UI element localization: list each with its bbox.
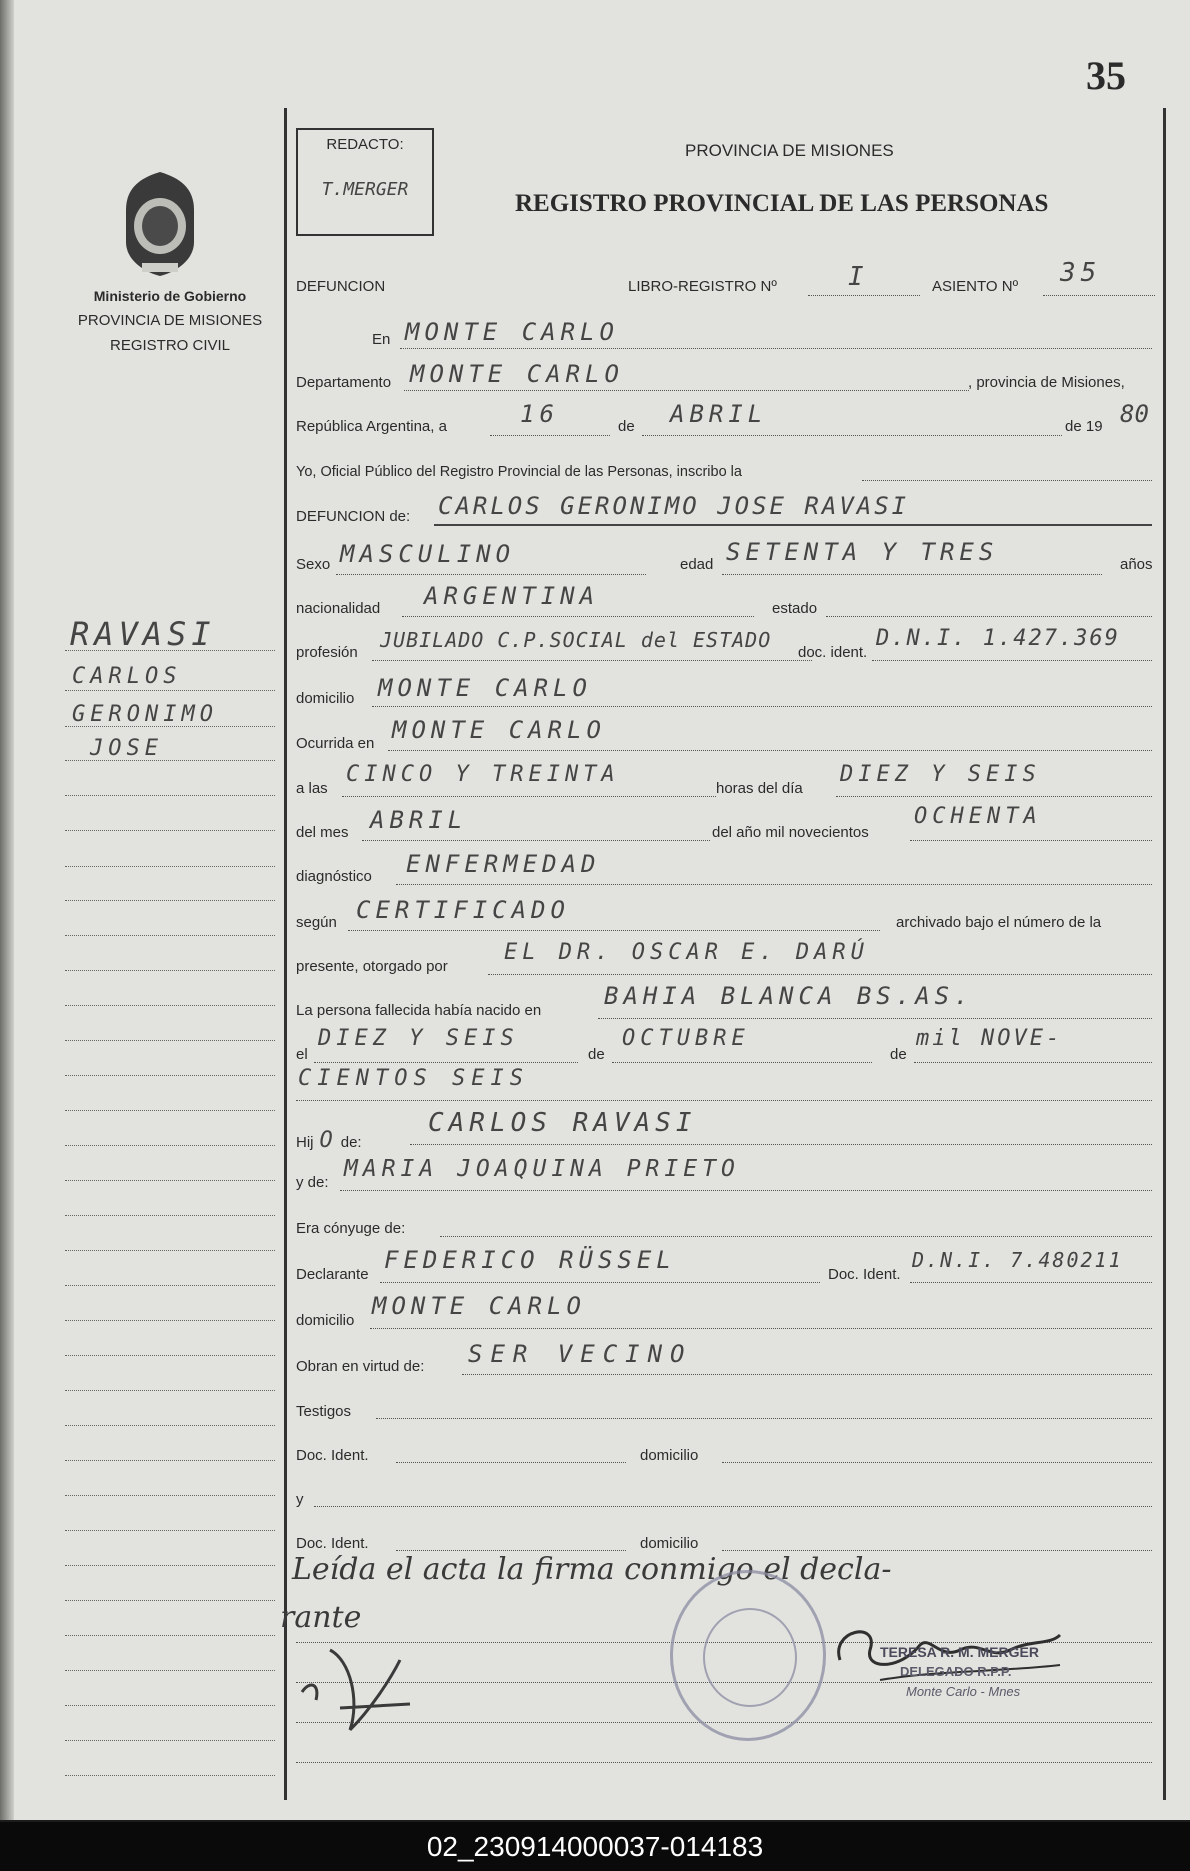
margin-name2: GERONIMO [72,702,218,727]
anio-mil-value: OCHENTA [914,804,1042,829]
ministry-registry: REGISTRO CIVIL [109,337,231,354]
doc-ident4-line [396,1532,626,1551]
margin-line [65,1495,275,1496]
ministry-name: Ministerio de Gobierno [93,288,247,304]
defuncion-de-value: CARLOS GERONIMO JOSE RAVASI [438,492,910,520]
margin-line [65,1250,275,1251]
alas-value: CINCO Y TREINTA [346,762,620,787]
margin-surname: RAVASI [70,615,216,653]
margin-line [65,726,275,727]
sexo-value: MASCULINO [340,540,516,568]
redacto-label: REDACTO: [326,136,404,153]
edad-label: edad [680,556,714,573]
defuncion-heading: DEFUNCION [296,278,386,295]
margin-line [65,1075,275,1076]
doc-ident4-label: Doc. Ident. [296,1535,369,1552]
nacionalidad-label: nacionalidad [296,600,381,617]
margin-line [65,1040,275,1041]
margin-line [65,1600,275,1601]
presente-label: presente, otorgado por [296,958,448,975]
y-label: y [296,1491,304,1508]
edad-value: SETENTA Y TRES [726,538,999,566]
doc-ident3-line [396,1444,626,1463]
declarante-label: Declarante [296,1266,369,1283]
margin-line [65,1775,275,1776]
el-value: DIEZ Y SEIS [318,1026,519,1051]
form-left-border [284,108,287,1800]
anio-nac-value-2: CIENTOS SEIS [298,1066,529,1091]
domicilio-label: domicilio [296,690,355,707]
hijo-suffix: O [319,1128,333,1153]
margin-line [65,1705,275,1706]
margin-line [65,830,275,831]
archivado-label: archivado bajo el número de la [896,914,1102,931]
margin-line [65,1355,275,1356]
delmes-label: del mes [296,824,349,841]
obran-value: SER VECINO [468,1340,693,1368]
y-line [314,1488,1152,1507]
yde-label: y de: [296,1174,329,1191]
margin-line [65,1460,275,1461]
margin-line [65,1565,275,1566]
domicilio-value: MONTE CARLO [378,674,592,702]
diagnostico-value: ENFERMEDAD [406,850,601,878]
page-number: 35 [1086,53,1126,98]
doc-ident-value: D.N.I. 1.427.369 [876,626,1120,651]
padre-value: CARLOS RAVASI [428,1108,697,1138]
nacido-value: BAHIA BLANCA BS.AS. [604,982,974,1010]
form-right-border [1163,108,1166,1800]
nacido-label: La persona fallecida había nacido en [296,1002,542,1019]
margin-line [65,760,275,761]
margin-line [65,1425,275,1426]
anos-label: años [1120,556,1153,573]
departamento-value: MONTE CARLO [410,360,624,388]
official-seal-icon [670,1570,826,1741]
nacionalidad-value: ARGENTINA [424,582,600,610]
scan-id-footer: 02_230914000037-014183 [0,1822,1190,1871]
mes-nac-value: OCTUBRE [622,1026,750,1051]
anio-mil-label: del año mil novecientos [712,824,869,841]
alas-label: a las [296,780,328,797]
el-label: el [296,1046,308,1063]
ocurrida-label: Ocurrida en [296,735,375,752]
coat-of-arms-icon [110,168,210,280]
margin-line [65,1215,275,1216]
domicilio3-line [722,1444,1152,1463]
margin-line [65,1530,275,1531]
dia-value: 16 [520,400,559,428]
provincia-label: , provincia de Misiones, [968,374,1125,391]
hijo-label [296,1128,362,1153]
margin-line [65,1635,275,1636]
margin-line [65,1110,275,1111]
diagnostico-label: diagnóstico [296,868,372,885]
margin-line [65,1285,275,1286]
anio-nac-value-1: mil NOVE- [916,1026,1063,1051]
sexo-label: Sexo [296,556,331,573]
margin-line [65,795,275,796]
leida-line-2: rante [280,1600,362,1635]
margin-line [65,1320,275,1321]
profesion-value: JUBILADO C.P.SOCIAL del ESTADO [380,628,772,652]
domicilio3-label: domicilio [640,1447,699,1464]
official-location: Monte Carlo - Mnes [906,1684,1021,1699]
margin-line [65,1145,275,1146]
anio-value: 80 [1120,400,1149,428]
conyuge-line [440,1218,1152,1237]
doc-ident3-label: Doc. Ident. [296,1447,369,1464]
margin-line [65,1670,275,1671]
domicilio4-label: domicilio [640,1535,699,1552]
profesion-label: profesión [296,644,358,661]
segun-value: CERTIFICADO [356,896,570,924]
official-title: DELEGADO R.P.P. [900,1664,1012,1679]
margin-line [65,935,275,936]
redacto-box [296,128,434,236]
de-label-3: de [890,1046,907,1063]
ministry-province: PROVINCIA DE MISIONES [77,312,263,329]
de19-label: de 19 [1065,418,1103,435]
departamento-label: Departamento [296,374,392,391]
header-province: PROVINCIA DE MISIONES [685,141,894,160]
margin-line [65,1005,275,1006]
redacto-value: T.MERGER [321,179,409,200]
conyuge-label: Era cónyuge de: [296,1220,406,1237]
margin-line [65,900,275,901]
yo-line [862,462,1152,481]
margin-line [65,1390,275,1391]
domicilio2-label: domicilio [296,1312,355,1329]
ocurrida-value: MONTE CARLO [392,716,606,744]
estado-label: estado [772,600,818,617]
delmes-value: ABRIL [370,806,468,834]
libro-label: LIBRO-REGISTRO Nº [628,278,777,295]
margin-line [65,970,275,971]
domicilio2-value: MONTE CARLO [372,1292,586,1320]
republica-label: República Argentina, a [296,418,447,435]
hijo-de: de: [340,1134,362,1151]
ministry-block [55,288,285,354]
madre-value: MARIA JOAQUINA PRIETO [344,1156,740,1182]
hijo-prefix: Hij [296,1134,314,1151]
mes-value: ABRIL [670,400,768,428]
asiento-value: 35 [1060,258,1102,288]
en-label: En [372,331,391,348]
de-label: de [618,418,635,435]
declarant-signature-icon [290,1620,430,1750]
margin-line [65,1740,275,1741]
doc-ident2-value: D.N.I. 7.480211 [912,1248,1123,1272]
doc-ident-label: doc. ident. [798,644,868,661]
obran-label: Obran en virtud de: [296,1358,425,1375]
horas-value: DIEZ Y SEIS [840,762,1041,787]
header-title: REGISTRO PROVINCIAL DE LAS PERSONAS [515,190,1049,217]
domicilio4-line [722,1532,1152,1551]
segun-label: según [296,914,337,931]
presente-value: EL DR. OSCAR E. DARÚ [504,940,869,965]
yo-label: Yo, Oficial Público del Registro Provincial de las Personas, inscribo la [296,464,742,480]
leida-line-1: Leída el acta la firma conmigo el decla- [292,1552,892,1587]
estado-line [826,598,1152,617]
doc-ident2-label: Doc. Ident. [828,1266,901,1283]
margin-name1: CARLOS [72,664,182,689]
margin-line [65,1180,275,1181]
defuncion-de-label: DEFUNCION de: [296,508,411,525]
asiento-label: ASIENTO Nº [932,278,1019,295]
testigos-label: Testigos [296,1403,352,1420]
official-name: TERESA R. M. MERGER [880,1644,1039,1660]
margin-name3: JOSE [90,736,163,761]
de-label-2: de [588,1046,605,1063]
margin-line [65,650,275,651]
testigos-line [376,1400,1152,1419]
en-value: MONTE CARLO [405,318,619,346]
margin-line [65,690,275,691]
blank-line [296,1760,1152,1763]
declarante-value: FEDERICO RÜSSEL [384,1246,676,1274]
horas-label: horas del día [716,780,803,797]
libro-value: I [848,262,869,292]
margin-line [65,866,275,867]
